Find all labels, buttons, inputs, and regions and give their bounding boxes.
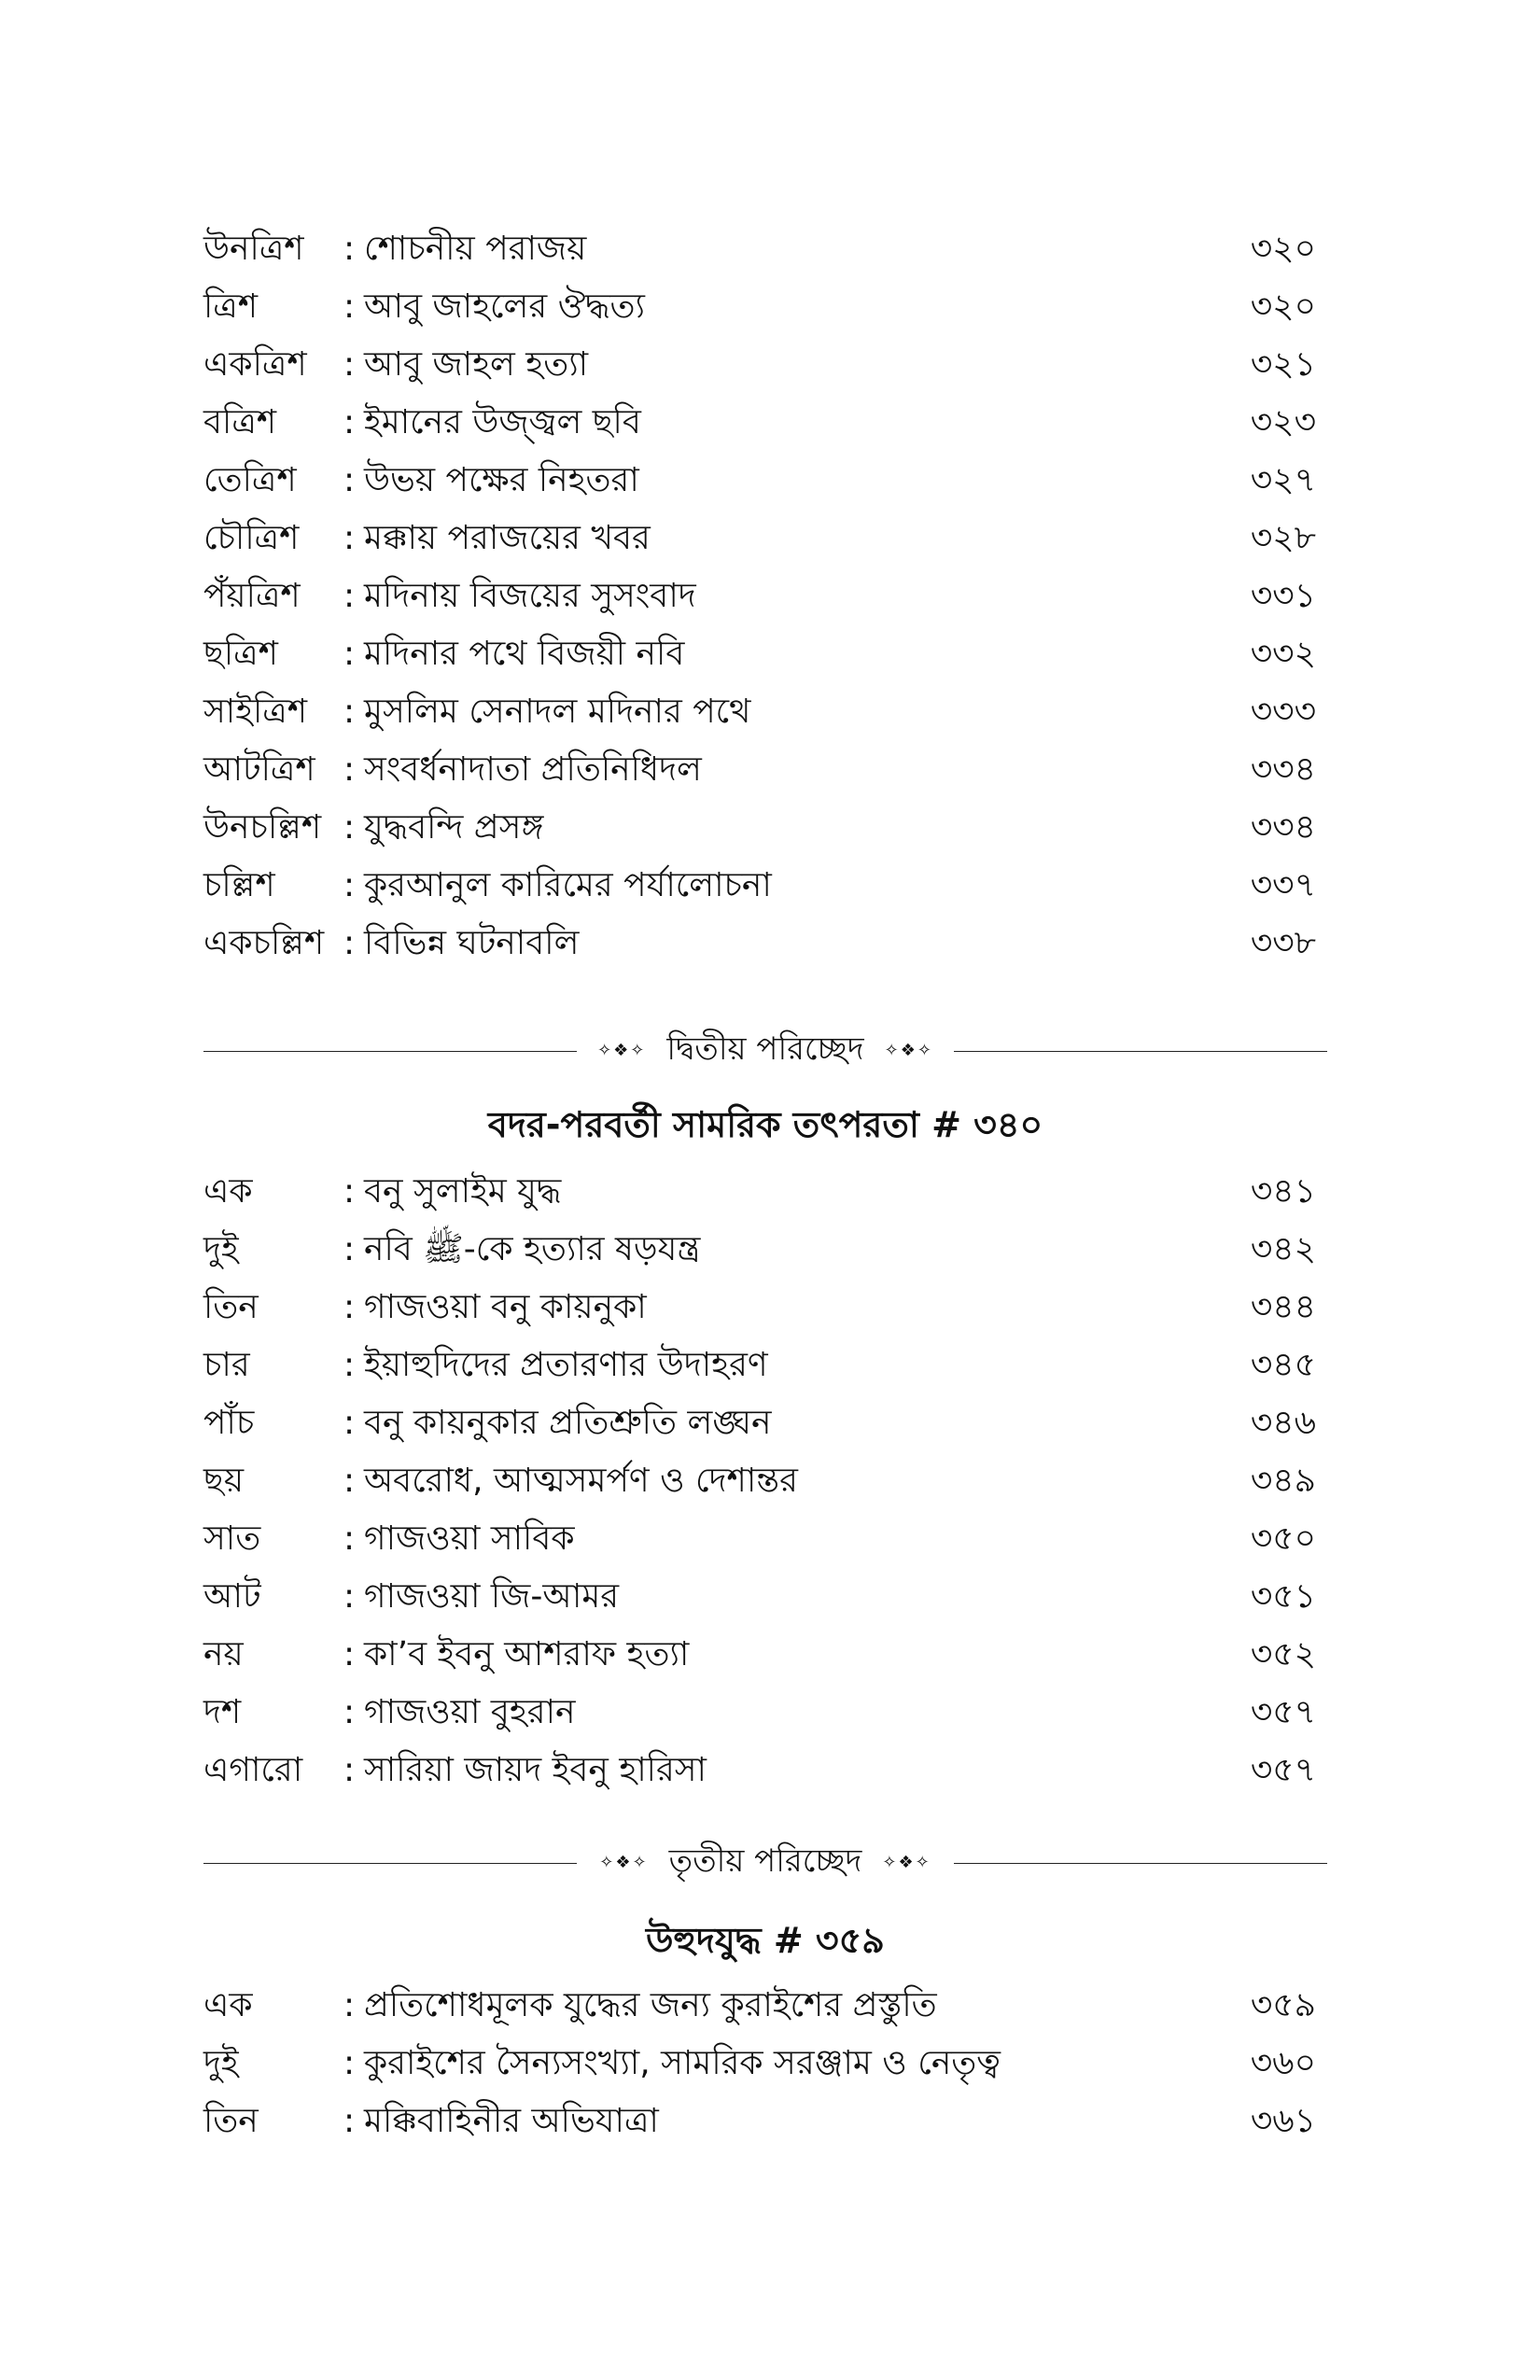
- toc-row: [203, 1684, 1316, 1742]
- toc-page-number: ৩৪২: [1250, 1230, 1316, 1268]
- toc-separator: :: [343, 403, 356, 441]
- toc-number: নয়: [203, 1635, 244, 1673]
- toc-page-number: ৩৬০: [1250, 2044, 1316, 2082]
- toc-number: দশ: [203, 1693, 242, 1731]
- divider-line: [203, 1051, 577, 1052]
- toc-number: পঁয়ত্রিশ: [203, 577, 301, 615]
- toc-title: ইয়াহুদিদের প্রতারণার উদাহরণ: [364, 1346, 768, 1384]
- toc-row: [203, 741, 1316, 799]
- toc-title: উভয় পক্ষের নিহতরা: [364, 461, 639, 499]
- toc-row: [203, 1221, 1316, 1279]
- toc-row: [203, 567, 1316, 625]
- toc-separator: :: [343, 635, 356, 673]
- toc-number: এগারো: [203, 1751, 303, 1789]
- toc-number: পাঁচ: [203, 1404, 255, 1442]
- toc-page-number: ৩২১: [1250, 345, 1316, 384]
- toc-page-number: ৩৫৭: [1250, 1693, 1316, 1731]
- toc-page-number: ৩৫৭: [1250, 1751, 1316, 1789]
- toc-number: দুই: [203, 2044, 239, 2082]
- toc-separator: :: [343, 2044, 356, 2082]
- toc-row: [203, 278, 1316, 336]
- toc-page-number: ৩২৭: [1250, 461, 1316, 499]
- section-title: বদর-পরবর্তী সামরিক তৎপরতা # ৩৪০: [487, 1104, 1043, 1145]
- toc-row: [203, 1510, 1316, 1568]
- toc-row: [203, 510, 1316, 567]
- toc-separator: :: [343, 693, 356, 731]
- toc-number: তিন: [203, 1288, 259, 1326]
- section-divider: [203, 1841, 1327, 1882]
- toc-page-number: ৩৫৯: [1250, 1986, 1316, 2024]
- toc-separator: :: [343, 808, 356, 847]
- toc-row: [203, 1977, 1316, 2035]
- toc-number: ছত্রিশ: [203, 635, 278, 673]
- toc-separator: :: [343, 2102, 356, 2140]
- toc-title: মক্কিবাহিনীর অভিযাত্রা: [364, 2102, 659, 2140]
- toc-title: নবি ﷺ-কে হত্যার ষড়যন্ত্র: [364, 1230, 701, 1268]
- toc-separator: :: [343, 1577, 356, 1616]
- toc-separator: :: [343, 1172, 356, 1211]
- toc-number: চার: [203, 1346, 250, 1384]
- toc-row: [203, 452, 1316, 510]
- toc-separator: :: [343, 1519, 356, 1558]
- section-heading: তৃতীয় পরিচ্ছেদ: [668, 1841, 862, 1880]
- toc-row: [203, 915, 1316, 973]
- toc-number: একত্রিশ: [203, 345, 307, 384]
- toc-title: মক্কায় পরাজয়ের খবর: [364, 519, 651, 557]
- toc-number: বত্রিশ: [203, 403, 277, 441]
- toc-number: তেত্রিশ: [203, 461, 297, 499]
- toc-page-number: ৩৫১: [1250, 1577, 1316, 1616]
- ornament-icon: ✧❖✧: [597, 1041, 647, 1060]
- toc-row: [203, 394, 1316, 452]
- toc-title: বনু সুলাইম যুদ্ধ: [364, 1172, 562, 1211]
- toc-row: [203, 1337, 1316, 1394]
- toc-number: চৌত্রিশ: [203, 519, 300, 557]
- toc-page-number: ৩৩৪: [1250, 808, 1316, 847]
- toc-number: আটত্রিশ: [203, 750, 315, 789]
- toc-row: [203, 1452, 1316, 1510]
- toc-number: চল্লিশ: [203, 866, 275, 904]
- toc-title: বিভিন্ন ঘটনাবলি: [364, 924, 580, 962]
- toc-row: [203, 2035, 1316, 2093]
- toc-page-number: ৩৩৪: [1250, 750, 1316, 789]
- section-heading: দ্বিতীয় পরিচ্ছেদ: [666, 1029, 864, 1068]
- toc-number: সাইত্রিশ: [203, 693, 307, 731]
- toc-title: মুসলিম সেনাদল মদিনার পথে: [364, 693, 751, 731]
- toc-number: উনত্রিশ: [203, 230, 304, 268]
- toc-separator: :: [343, 1751, 356, 1789]
- toc-page-number: ৩৬১: [1250, 2102, 1316, 2140]
- toc-title: প্রতিশোধমূলক যুদ্ধের জন্য কুরাইশের প্রস্তুতি: [364, 1986, 937, 2024]
- toc-number: এক: [203, 1172, 253, 1211]
- toc-row: [203, 220, 1316, 278]
- toc-title: কুরআনুল কারিমের পর্যালোচনা: [364, 866, 772, 904]
- toc-row: [203, 1394, 1316, 1452]
- ornament-icon: ✧❖✧: [599, 1853, 649, 1872]
- toc-title: আবু জাহলের ঔদ্ধত্য: [364, 287, 645, 326]
- divider-center: [577, 1841, 954, 1882]
- toc-separator: :: [343, 1986, 356, 2024]
- divider-line: [954, 1863, 1327, 1864]
- divider-center: [577, 1029, 954, 1070]
- toc-separator: :: [343, 230, 356, 268]
- toc-row: [203, 2093, 1316, 2150]
- toc-row: [203, 683, 1316, 741]
- toc-page-number: ৩২০: [1250, 230, 1316, 268]
- divider-line: [954, 1051, 1327, 1052]
- toc-number: একচল্লিশ: [203, 924, 325, 962]
- toc-page-number: ৩৩১: [1250, 577, 1316, 615]
- toc-title: ইমানের উজ্জ্বল ছবি: [364, 403, 641, 441]
- toc-separator: :: [343, 1230, 356, 1268]
- toc-page-number: ৩৫০: [1250, 1519, 1316, 1558]
- toc-page-number: ৩৩৭: [1250, 866, 1316, 904]
- toc-title: গাজওয়া জি-আমর: [364, 1577, 620, 1616]
- toc-page-number: ৩২৩: [1250, 403, 1316, 441]
- toc-page-number: ৩৩২: [1250, 635, 1316, 673]
- toc-page-number: ৩২৮: [1250, 519, 1316, 557]
- toc-separator: :: [343, 1346, 356, 1384]
- toc-page-number: ৩৫২: [1250, 1635, 1316, 1673]
- toc-page-number: ৩৪৬: [1250, 1404, 1316, 1442]
- toc-separator: :: [343, 1462, 356, 1500]
- toc-page-number: ৩৪১: [1250, 1172, 1316, 1211]
- toc-separator: :: [343, 750, 356, 789]
- ornament-icon: ✧❖✧: [882, 1853, 931, 1872]
- toc-number: ছয়: [203, 1462, 245, 1500]
- toc-separator: :: [343, 1288, 356, 1326]
- toc-number: এক: [203, 1986, 253, 2024]
- toc-title: মদিনায় বিজয়ের সুসংবাদ: [364, 577, 696, 615]
- section-divider: [203, 1029, 1327, 1070]
- toc-title: আবু জাহল হত্যা: [364, 345, 589, 384]
- toc-separator: :: [343, 924, 356, 962]
- toc-separator: :: [343, 519, 356, 557]
- toc-number: সাত: [203, 1519, 261, 1558]
- toc-title: শোচনীয় পরাজয়: [364, 230, 587, 268]
- toc-separator: :: [343, 461, 356, 499]
- toc-page-number: ৩২০: [1250, 287, 1316, 326]
- toc-title: গাজওয়া বুহরান: [364, 1693, 576, 1731]
- toc-row: [203, 857, 1316, 915]
- toc-separator: :: [343, 866, 356, 904]
- toc-number: তিন: [203, 2102, 259, 2140]
- toc-row: [203, 1163, 1316, 1221]
- toc-list-section-two: [203, 1163, 1316, 1799]
- toc-separator: :: [343, 1404, 356, 1442]
- toc-page-number: ৩৩৩: [1250, 693, 1316, 731]
- section-title: উহুদযুদ্ধ # ৩৫৯: [646, 1920, 885, 1961]
- toc-title: গাজওয়া সাবিক: [364, 1519, 575, 1558]
- toc-page-number: ৩৪৫: [1250, 1346, 1316, 1384]
- divider-line: [203, 1863, 577, 1864]
- toc-page-number: ৩৪৯: [1250, 1462, 1316, 1500]
- toc-row: [203, 336, 1316, 394]
- toc-title: অবরোধ, আত্মসমর্পণ ও দেশান্তর: [364, 1462, 798, 1500]
- toc-number: ত্রিশ: [203, 287, 259, 326]
- toc-row: [203, 1279, 1316, 1337]
- toc-title: বনু কায়নুকার প্রতিশ্রুতি লঙ্ঘন: [364, 1404, 772, 1442]
- toc-list-section-three: [203, 1977, 1316, 2150]
- toc-title: সংবর্ধনাদাতা প্রতিনিধিদল: [364, 750, 702, 789]
- toc-row: [203, 799, 1316, 857]
- toc-row: [203, 625, 1316, 683]
- toc-title: যুদ্ধবন্দি প্রসঙ্গ: [364, 808, 544, 847]
- toc-row: [203, 1568, 1316, 1626]
- toc-page-number: ৩৩৮: [1250, 924, 1316, 962]
- toc-number: উনচল্লিশ: [203, 808, 322, 847]
- toc-list-chapter-one: [203, 220, 1316, 973]
- toc-row: [203, 1626, 1316, 1684]
- toc-separator: :: [343, 1635, 356, 1673]
- toc-title: কা’ব ইবনু আশরাফ হত্যা: [364, 1635, 690, 1673]
- toc-separator: :: [343, 345, 356, 384]
- toc-separator: :: [343, 577, 356, 615]
- toc-title: মদিনার পথে বিজয়ী নবি: [364, 635, 685, 673]
- toc-title: কুরাইশের সৈন্যসংখ্যা, সামরিক সরঞ্জাম ও নেতৃত্ব: [364, 2044, 1001, 2082]
- toc-separator: :: [343, 1693, 356, 1731]
- toc-page-number: ৩৪৪: [1250, 1288, 1316, 1326]
- toc-number: আট: [203, 1577, 261, 1616]
- toc-separator: :: [343, 287, 356, 326]
- toc-row: [203, 1742, 1316, 1799]
- toc-title: গাজওয়া বনু কায়নুকা: [364, 1288, 647, 1326]
- toc-number: দুই: [203, 1230, 239, 1268]
- ornament-icon: ✧❖✧: [884, 1041, 933, 1060]
- toc-title: সারিয়া জায়দ ইবনু হারিসা: [364, 1751, 707, 1789]
